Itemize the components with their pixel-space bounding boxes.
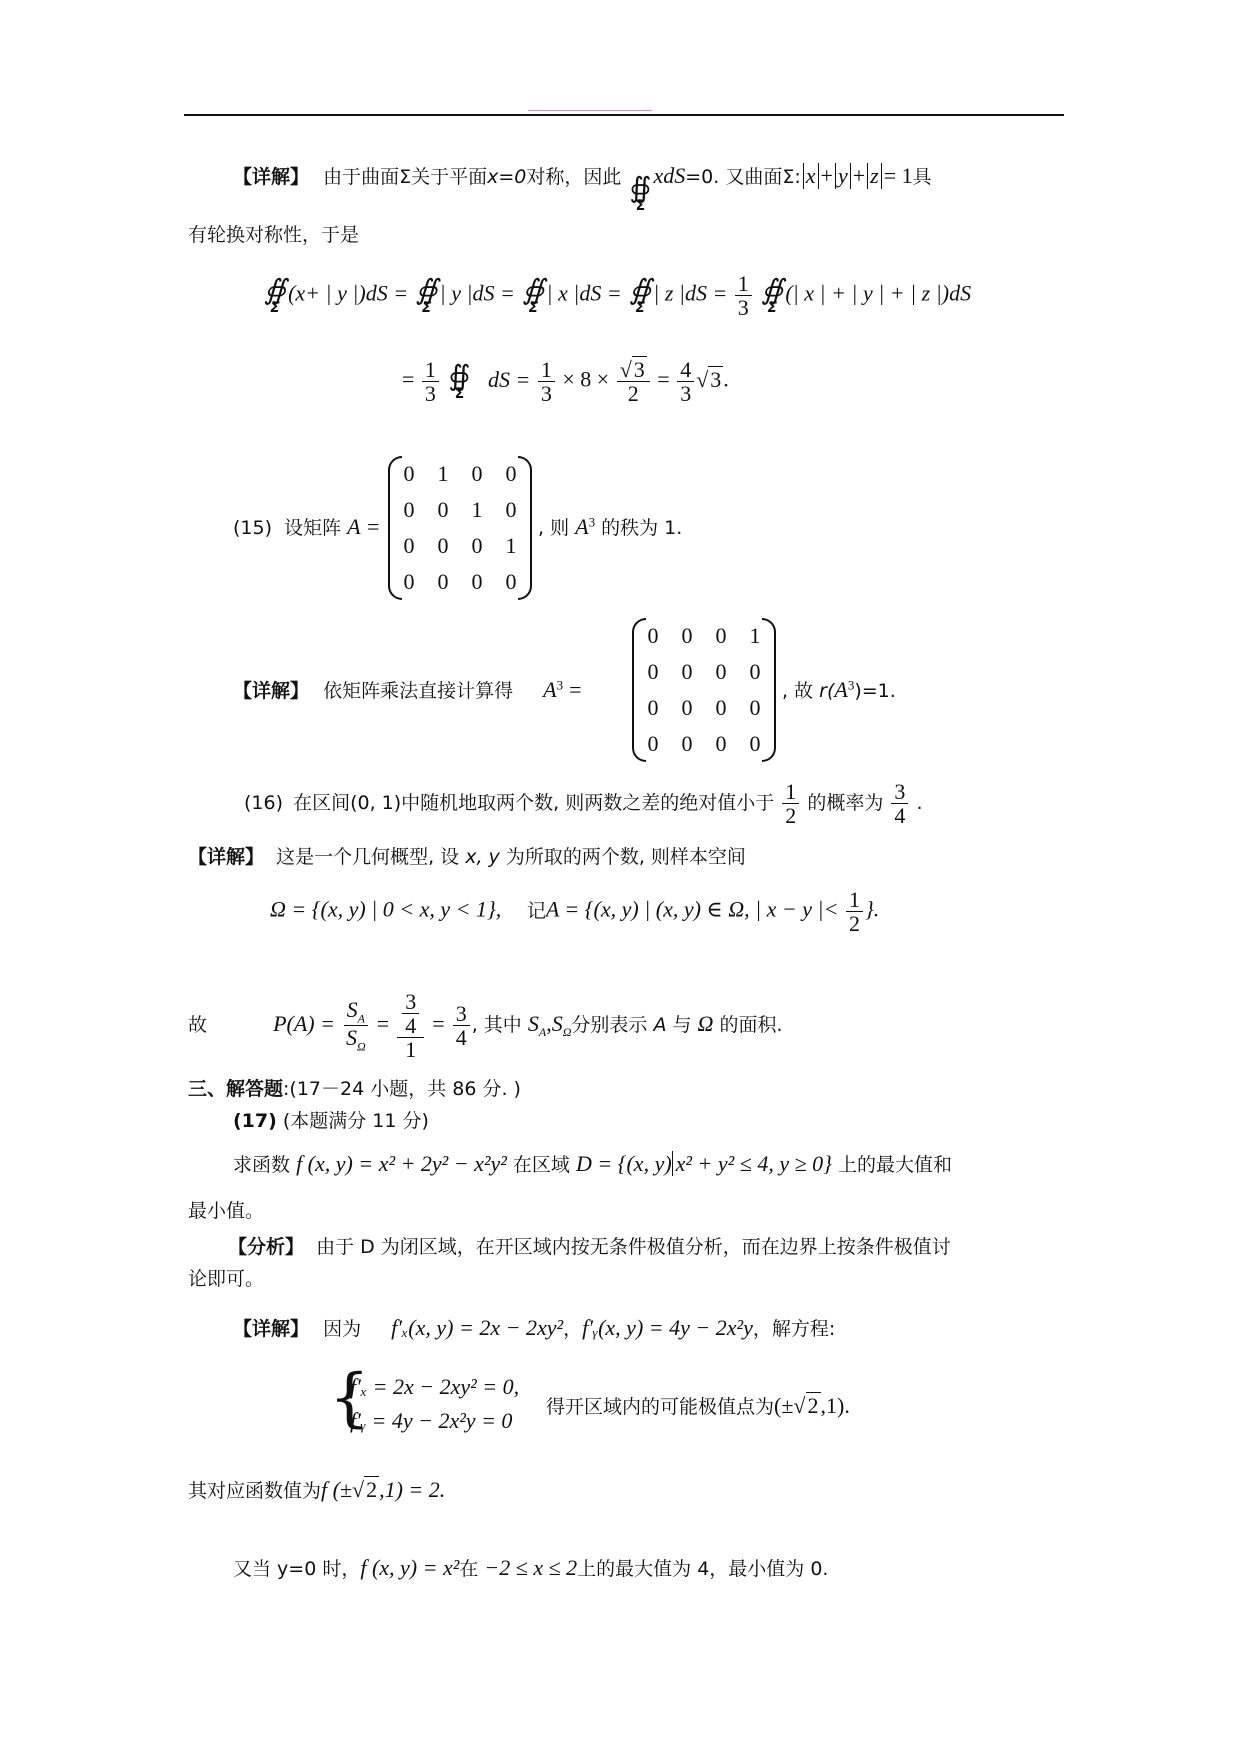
plus: + xyxy=(820,163,833,188)
matrix-name: A xyxy=(834,677,848,702)
text: 上的最大值为 4，最小值为 0. xyxy=(577,1558,829,1580)
surface-integral-sign: ∯ Σ xyxy=(448,358,465,402)
detail-17 xyxy=(233,1314,835,1341)
system-brace: { xyxy=(329,1361,370,1435)
detail-label: 【详解】 xyxy=(233,166,310,188)
text: 得开区域内的可能极值点为 xyxy=(546,1396,775,1418)
matrix-cell: 1 xyxy=(437,461,449,486)
text: 记 xyxy=(526,899,546,922)
boundary-case xyxy=(233,1554,828,1581)
matrix-cell: 0 xyxy=(403,461,415,486)
text: 分别表示 xyxy=(571,1014,648,1037)
solution-16 xyxy=(188,842,746,869)
text: 具 xyxy=(912,166,932,188)
text: 在区域 xyxy=(512,1154,570,1176)
score-note: (本题满分 11 分) xyxy=(282,1110,429,1132)
system-eq-1: f′ₓ = 2x − 2xy² = 0, xyxy=(350,1374,520,1399)
matrix-cell: 0 xyxy=(749,695,761,720)
matrix-row xyxy=(636,690,772,726)
matrix-cell: 0 xyxy=(681,731,693,756)
eq-part: . xyxy=(723,366,729,392)
matrix-row xyxy=(636,726,772,762)
fraction: $\frac{S_A}{S_\Omega}$ xyxy=(343,998,369,1053)
text: 由于曲面Σ关于平面 xyxy=(323,166,488,188)
fraction: $\frac{1}{3}$ xyxy=(422,358,439,405)
eq-part: | x |dS = xyxy=(546,280,622,306)
matrix-row xyxy=(392,564,528,600)
function-def: f (x, y) = x² + 2y² − x²y² xyxy=(296,1151,507,1176)
symbol: S xyxy=(551,1011,563,1037)
matrix-cell: 0 xyxy=(437,569,449,594)
solution-15-tail xyxy=(782,676,896,703)
eq-part: | z |dS = xyxy=(653,280,728,306)
text: 上的最大值和 xyxy=(838,1154,953,1176)
fraction: $\frac{4}{3}$ xyxy=(677,358,694,405)
equation-symmetry xyxy=(262,272,971,319)
matrix-cell: 1 xyxy=(749,623,761,648)
fraction: $\frac{1}{2}$ xyxy=(846,888,863,935)
matrix-name: A = xyxy=(347,514,381,539)
omega-def: Ω = {(x, y) | 0 < x, y < 1}, xyxy=(270,896,502,922)
symbol: S xyxy=(527,1011,539,1037)
surface-integral-sign: ∯ Σ xyxy=(415,272,432,316)
text: 与 xyxy=(672,1014,692,1037)
text: 在 xyxy=(459,1558,479,1580)
abs-x: x xyxy=(803,163,819,189)
value-end: ,1) = 2. xyxy=(379,1477,446,1502)
matrix-cell: 0 xyxy=(437,533,449,558)
function-value: 其对应函数值为f (±√2,1) = 2. xyxy=(188,1477,446,1502)
matrix-cell: 0 xyxy=(749,731,761,756)
text: 的面积. xyxy=(719,1014,783,1037)
question-number: (15) xyxy=(233,517,273,539)
point: (± xyxy=(774,1393,794,1418)
variables: x, y xyxy=(465,846,500,868)
text: x=0 xyxy=(487,166,527,188)
matrix-cell: 0 xyxy=(471,569,483,594)
surface-integral-sign: ∯ Σ xyxy=(761,272,778,316)
text: 在区间(0, 1)中随机地取两个数, 则两数之差的绝对值小于 xyxy=(293,792,775,815)
text: 又当 y=0 时， xyxy=(233,1558,361,1580)
matrix-cell: 0 xyxy=(403,497,415,522)
surface-integral-sign: ∯ Σ xyxy=(629,171,646,215)
text: 依矩阵乘法直接计算得 xyxy=(323,680,514,702)
function-restricted: f (x, y) = x² xyxy=(360,1555,460,1580)
text: 的秩为 1. xyxy=(601,517,683,539)
question-number: (16) xyxy=(244,792,284,815)
matrix-cell: 0 xyxy=(749,659,761,684)
fraction: $\frac{1}{3}$ xyxy=(538,358,555,405)
text: 为所取的两个数, 则样本空间 xyxy=(505,846,746,868)
text: ，解方程: xyxy=(752,1318,836,1340)
text: 设矩阵 xyxy=(284,517,342,539)
text: , 故 xyxy=(782,680,814,702)
domain-condition: x² + y² ≤ 4, y ≥ 0} xyxy=(672,1151,832,1176)
section-3-heading xyxy=(188,1074,521,1101)
value: f (± xyxy=(321,1477,353,1502)
eq-part: = xyxy=(432,1011,445,1037)
matrix-cell: 0 xyxy=(715,659,727,684)
surface-integral-sign: ∯ Σ xyxy=(629,272,646,316)
detail-paragraph-1 xyxy=(233,162,932,213)
eq-part: = xyxy=(569,677,582,702)
eq-part: = xyxy=(376,1011,390,1037)
answer-fraction: $\frac{3}{4}$ xyxy=(891,780,908,827)
fraction: $\frac{√3}{2}$ xyxy=(617,358,650,405)
text: 其对应函数值为 xyxy=(188,1480,322,1502)
section-note: :(17－24 小题，共 86 分. ) xyxy=(283,1078,521,1100)
eq-part: P(A) = xyxy=(273,1011,335,1037)
sample-space xyxy=(270,888,879,935)
plus: + xyxy=(852,163,866,188)
solution-15 xyxy=(233,676,582,703)
range: −2 ≤ x ≤ 2 xyxy=(484,1555,578,1580)
detail-label: 【详解】 xyxy=(233,680,310,702)
symbol-sub: A xyxy=(538,1024,547,1039)
partial-x: f′ₓ(x, y) = 2x − 2xy² xyxy=(391,1315,564,1340)
matrix-row xyxy=(392,456,528,492)
header-rule xyxy=(184,114,1064,116)
matrix-cell: 0 xyxy=(681,695,693,720)
matrix-cell: 0 xyxy=(715,623,727,648)
set-A: A = {(x, y) | (x, y) ∈ Ω, | x − y |< xyxy=(545,896,839,922)
comma: , xyxy=(546,1011,552,1037)
matrix-A xyxy=(392,456,528,600)
matrix-cell: 1 xyxy=(505,533,517,558)
fraction: $\frac{1}{2}$ xyxy=(782,780,799,827)
exponent: 3 xyxy=(588,514,596,530)
matrix-cell: 0 xyxy=(647,695,659,720)
text: =0. 又曲面Σ: xyxy=(685,166,801,188)
matrix-cell: 0 xyxy=(403,533,415,558)
matrix-cell: 0 xyxy=(681,623,693,648)
question-number: (17) xyxy=(233,1110,277,1132)
detail-label: 【详解】 xyxy=(233,1318,310,1340)
surface-integral-sign: ∯ Σ xyxy=(522,272,539,316)
text: ， xyxy=(563,1318,583,1340)
question-15-tail xyxy=(538,513,682,540)
matrix-cell: 0 xyxy=(471,461,483,486)
domain-def: D = {(x, y) xyxy=(575,1151,672,1176)
system-eq-2: f′ᵧ = 4y − 2x²y = 0 xyxy=(350,1408,513,1433)
matrix-row xyxy=(392,528,528,564)
question-15 xyxy=(233,513,381,540)
text: 由于 D 为闭区域，在开区域内按无条件极值分析，而在边界上按条件极值讨 xyxy=(316,1236,951,1258)
question-17 xyxy=(233,1150,952,1177)
exponent: 3 xyxy=(556,677,564,693)
matrix-cell: 0 xyxy=(505,497,517,522)
matrix-cell: 0 xyxy=(403,569,415,594)
abs-y: y xyxy=(835,163,851,189)
equals-one: = 1 xyxy=(883,163,913,188)
analysis-17 xyxy=(228,1232,951,1259)
text: 因为 xyxy=(323,1318,362,1340)
matrix-cell: 0 xyxy=(505,569,517,594)
surface-integral-sign: ∯ Σ xyxy=(264,272,280,316)
text: 的概率为 xyxy=(807,792,884,815)
abs-z: z xyxy=(867,163,882,189)
eq-part: (| x | + | y | + | z |)dS xyxy=(785,280,972,306)
analysis-label: 【分析】 xyxy=(228,1236,305,1258)
eq-part: = xyxy=(657,366,670,392)
analysis-17-line2: 论即可。 xyxy=(188,1268,265,1290)
matrix-name: A xyxy=(575,514,589,539)
rank: r( xyxy=(819,680,835,702)
detail-paragraph-1-line2: 有轮换对称性，于是 xyxy=(188,224,360,246)
matrix-A-cubed xyxy=(636,618,772,762)
eq-part: × 8 × xyxy=(562,366,610,392)
matrix-cell: 0 xyxy=(715,695,727,720)
text: )=1. xyxy=(854,680,896,702)
matrix-cell: 0 xyxy=(505,461,517,486)
matrix-row xyxy=(392,492,528,528)
exponent: 3 xyxy=(847,677,855,693)
question-17-head xyxy=(233,1106,429,1133)
text: , 则 xyxy=(538,517,570,539)
section-title: 三、解答题 xyxy=(188,1078,284,1100)
matrix-name: A xyxy=(543,677,557,702)
eq-part: dS = xyxy=(488,366,531,392)
eq-part: (x+ | y |)dS = xyxy=(288,280,409,306)
fraction: $\frac{1}{3}$ xyxy=(735,272,752,319)
equation-result: = $\frac{1}{3}$ ∯ Σ dS = $\frac{1}{3}$ × 8 × $\frac{√3}{2}$ = $\frac{4}{3}$ √3. xyxy=(402,357,729,407)
question-16 xyxy=(244,780,922,827)
text: 对称，因此 xyxy=(526,166,622,188)
integrand: xdS xyxy=(653,163,686,188)
partial-y: f′ᵧ(x, y) = 4y − 2x²y xyxy=(582,1315,753,1340)
matrix-cell: 0 xyxy=(471,533,483,558)
eq-part: = xyxy=(402,366,415,392)
text: 故 xyxy=(188,1014,208,1037)
detail-label: 【详解】 xyxy=(188,846,265,868)
compound-fraction: $\frac{\frac{3}{4}}{1}$ xyxy=(397,990,424,1061)
matrix-cell: 0 xyxy=(647,731,659,756)
text: . xyxy=(916,792,923,815)
header-accent-line xyxy=(528,110,652,111)
eq-part: }. xyxy=(864,896,880,922)
text: 求函数 xyxy=(233,1154,291,1176)
fraction: $\frac{3}{4}$ xyxy=(453,1002,470,1049)
text: 这是一个几何概型, 设 xyxy=(276,846,460,868)
matrix-row xyxy=(636,618,772,654)
symbol: Ω xyxy=(697,1011,714,1037)
symbol-sub: Ω xyxy=(562,1024,572,1039)
symbol: A xyxy=(653,1014,667,1037)
matrix-cell: 0 xyxy=(437,497,449,522)
question-17-line2: 最小值。 xyxy=(188,1200,265,1222)
eq-part: | y |dS = xyxy=(439,280,515,306)
matrix-cell: 0 xyxy=(647,659,659,684)
matrix-cell: 0 xyxy=(647,623,659,648)
text: , 其中 xyxy=(471,1014,522,1037)
critical-point: 得开区域内的可能极值点为(±√2,1). xyxy=(546,1393,850,1418)
matrix-cell: 0 xyxy=(681,659,693,684)
matrix-cell: 1 xyxy=(471,497,483,522)
probability-result xyxy=(188,990,783,1061)
point-end: ,1). xyxy=(820,1393,850,1418)
matrix-row xyxy=(636,654,772,690)
matrix-cell: 0 xyxy=(715,731,727,756)
